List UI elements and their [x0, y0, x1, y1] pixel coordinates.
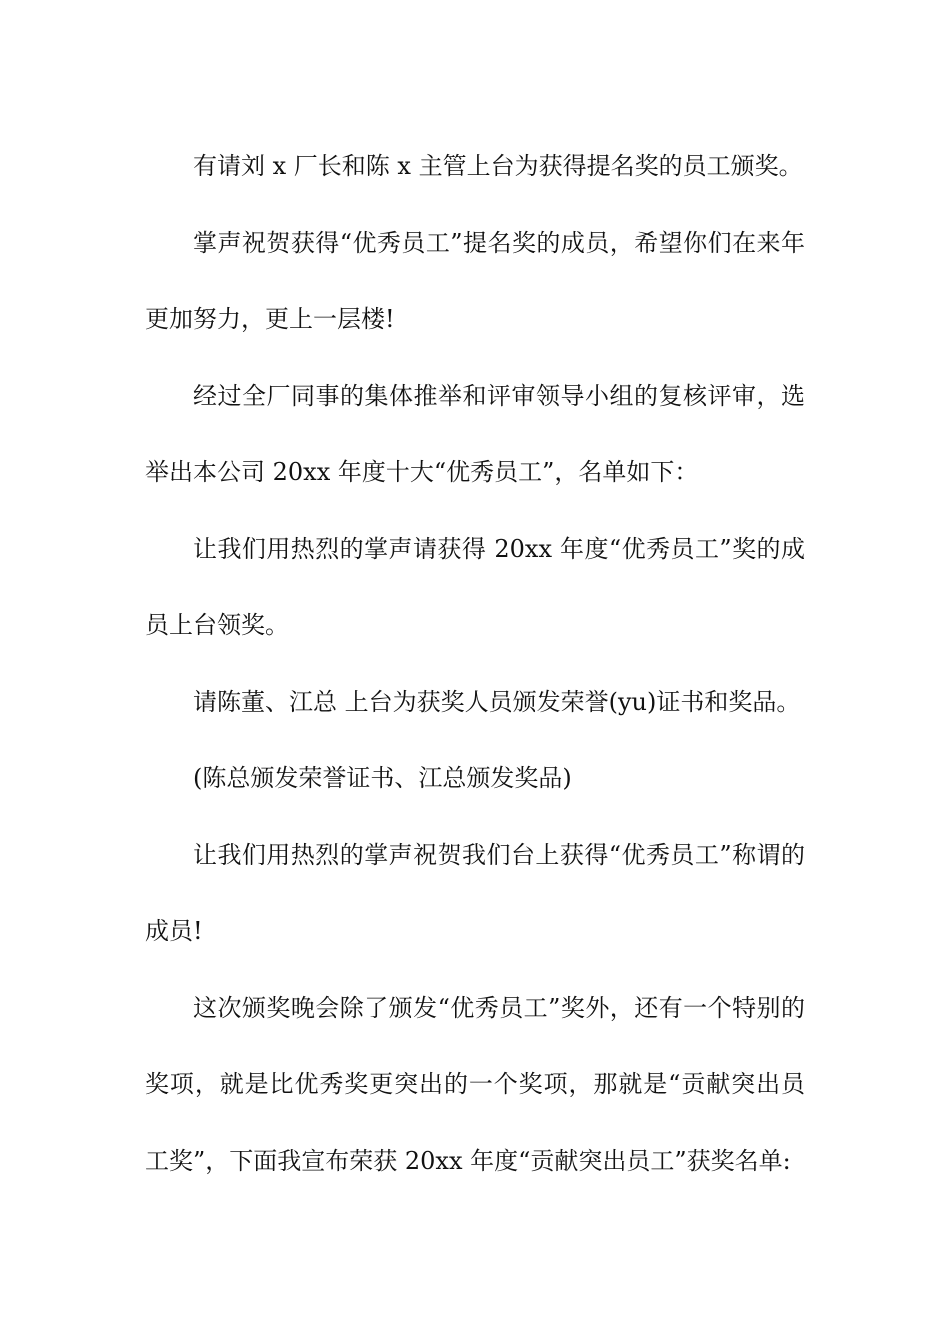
paragraph-selection-process: 经过全厂同事的集体推举和评审领导小组的复核评审，选举出本公司 20xx 年度十大“优秀员工”，名单如下：: [145, 381, 805, 486]
paragraph-invite-winners: 让我们用热烈的掌声请获得 20xx 年度“优秀员工”奖的成员上台领奖。: [145, 534, 805, 639]
document-body: [145, 128, 805, 1199]
paragraph-invite-presenters: 请陈董、江总 上台为获奖人员颁发荣誉(yu)证书和奖品。: [193, 687, 801, 716]
paragraph-special-award: 这次颁奖晚会除了颁发“优秀员工”奖外，还有一个特别的奖项，就是比优秀奖更突出的一个奖项，那就是“贡献突出员工奖”，下面我宣布荣获 20xx 年度“贡献突出员工”获奖名单:: [145, 993, 805, 1175]
paragraph-presentation-note: (陈总颁发荣誉证书、江总颁发奖品): [193, 764, 572, 792]
paragraph-award-nominees-presenters: 有请刘 x 厂长和陈 x 主管上台为获得提名奖的员工颁奖。: [193, 152, 803, 180]
paragraph-applause-winners: 让我们用热烈的掌声祝贺我们台上获得“优秀员工”称谓的成员!: [145, 840, 805, 945]
paragraph-congratulate-nominees: 掌声祝贺获得“优秀员工”提名奖的成员，希望你们在来年更加努力，更上一层楼!: [145, 228, 805, 333]
